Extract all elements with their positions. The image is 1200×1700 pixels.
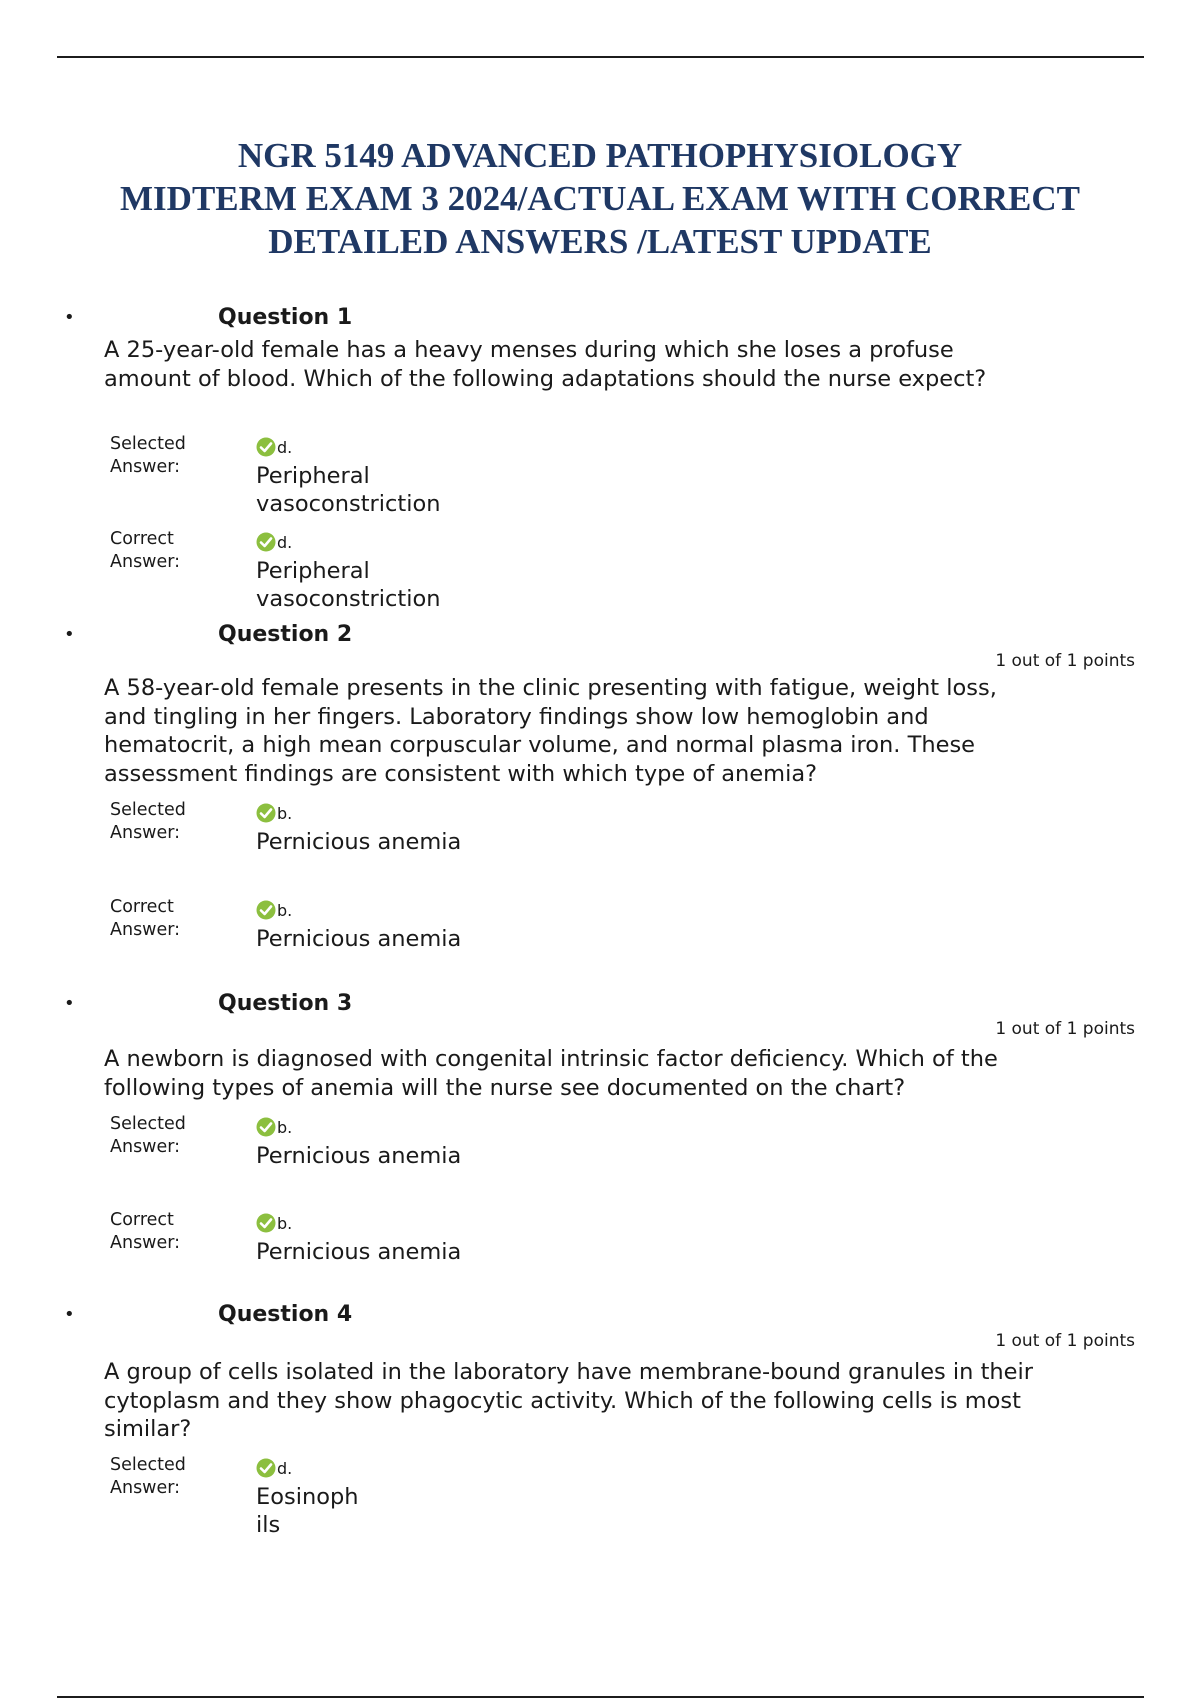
question-text: A 25-year-old female has a heavy menses during which she loses a profuse amount of blood. Which of the following adaptations should the nurse expect?: [104, 337, 987, 392]
correct-answer: [110, 1209, 610, 1299]
points-score: 1 out of 1 points: [995, 651, 1135, 671]
check-icon: [256, 803, 276, 823]
answer-text: Pernicious anemia: [256, 1143, 462, 1169]
check-icon: [256, 1213, 276, 1233]
selected-answer-label: Selected Answer:: [110, 1114, 186, 1157]
bullet: •: [64, 1304, 75, 1325]
document-title: [60, 134, 1140, 263]
answer-letter: d.: [277, 1458, 293, 1478]
correct-answer-label: Correct Answer:: [110, 529, 181, 572]
check-icon: [256, 900, 276, 920]
selected-answer-label: Selected Answer:: [110, 434, 186, 477]
selected-answer: [110, 1454, 610, 1544]
check-icon: [256, 1117, 276, 1137]
question-title: Question 2: [218, 622, 353, 647]
selected-answer-label: Selected Answer:: [110, 1455, 186, 1498]
correct-answer-label: Correct Answer:: [110, 897, 181, 940]
answer-letter: b.: [277, 1117, 293, 1137]
points-score: 1 out of 1 points: [995, 1331, 1135, 1351]
correct-answer: [110, 528, 610, 618]
answer-text: Pernicious anemia: [256, 829, 462, 855]
answer-text: Pernicious anemia: [256, 1239, 462, 1265]
question-title: Question 4: [218, 1302, 353, 1327]
top-rule: [57, 56, 1144, 58]
check-icon: [256, 1458, 276, 1478]
bullet: •: [64, 624, 75, 645]
question-title: Question 3: [218, 991, 353, 1016]
answer-text: Peripheral vasoconstriction: [256, 558, 441, 612]
question-text: A newborn is diagnosed with congenital intrinsic factor deficiency. Which of the following types of anemia will the nurse see documented on the chart?: [104, 1046, 998, 1101]
answer-letter: b.: [277, 803, 293, 823]
answer-text: Pernicious anemia: [256, 926, 462, 952]
correct-answer: [110, 896, 610, 986]
selected-answer: [110, 799, 610, 889]
selected-answer: [110, 433, 610, 523]
selected-answer: [110, 1113, 610, 1203]
points-score: 1 out of 1 points: [995, 1019, 1135, 1039]
answer-text: Peripheral vasoconstriction: [256, 463, 441, 517]
check-icon: [256, 437, 276, 457]
question-block: [0, 1300, 1200, 1538]
title-line: NGR 5149 ADVANCED PATHOPHYSIOLOGY: [237, 136, 963, 175]
answer-letter: d.: [277, 437, 293, 457]
title-line: MIDTERM EXAM 3 2024/ACTUAL EXAM WITH CORRECT: [120, 179, 1080, 218]
question-block: [0, 989, 1200, 1265]
answer-letter: b.: [277, 1213, 293, 1233]
question-block: [0, 303, 1200, 612]
question-title: Question 1: [218, 305, 353, 330]
selected-answer-label: Selected Answer:: [110, 800, 186, 843]
answer-letter: d.: [277, 532, 293, 552]
bullet: •: [64, 993, 75, 1014]
check-icon: [256, 532, 276, 552]
bottom-rule: [57, 1696, 1144, 1698]
answer-text: Eosinoph ils: [256, 1484, 359, 1538]
question-text: A 58-year-old female presents in the clinic presenting with fatigue, weight loss, and tingling in her fingers. Laboratory findings show low hemoglobin and hematocrit, a high mean corpuscular volume, and normal plasma iron. These assessment findings are consistent with which type of anemia?: [104, 675, 997, 787]
correct-answer-label: Correct Answer:: [110, 1210, 181, 1253]
question-text: A group of cells isolated in the laboratory have membrane-bound granules in their cytoplasm and they show phagocytic activity. Which of the following cells is most similar?: [104, 1359, 1034, 1442]
title-line: DETAILED ANSWERS /LATEST UPDATE: [268, 222, 932, 261]
bullet: •: [64, 307, 75, 328]
question-block: [0, 620, 1200, 952]
answer-letter: b.: [277, 900, 293, 920]
